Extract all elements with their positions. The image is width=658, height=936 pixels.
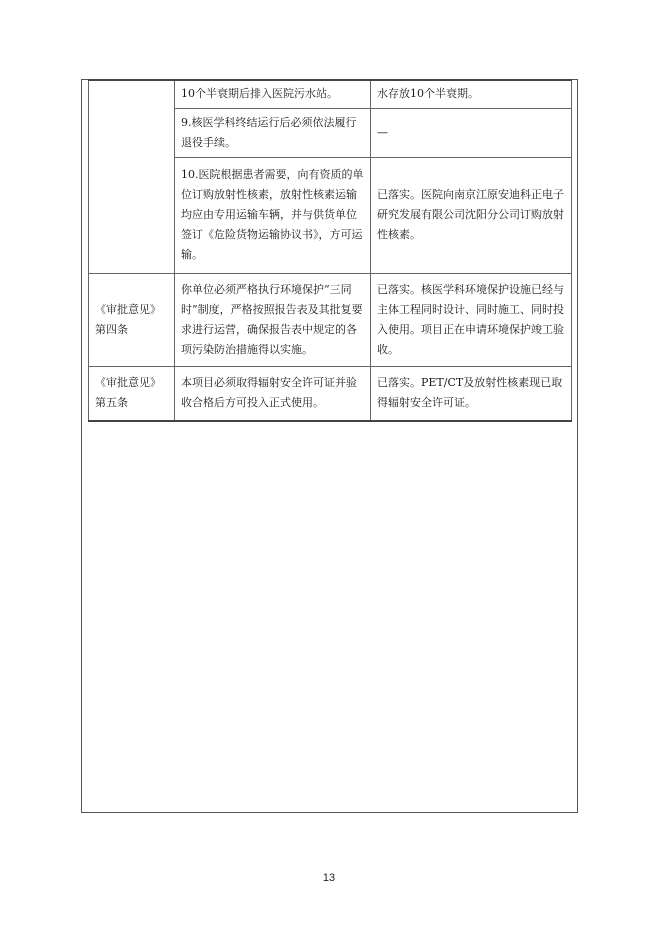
table-row	[89, 366, 572, 421]
status-cell: —	[371, 108, 572, 157]
status-cell: 已落实。医院向南京江原安迪科正电子研究发展有限公司沈阳分公司订购放射性核素。	[371, 157, 572, 273]
requirement-cell: 本项目必须取得辐射安全许可证并验收合格后方可投入正式使用。	[175, 366, 371, 421]
page-number: 13	[322, 872, 336, 884]
status-cell: 水存放10个半衰期。	[371, 80, 572, 108]
requirement-cell: 10个半衰期后排入医院污水站。	[175, 80, 371, 108]
table-row	[89, 273, 572, 366]
review-table	[88, 79, 572, 422]
requirement-cell: 你单位必须严格执行环境保护“三同时”制度，严格按照报告表及其批复要求进行运营，确保报告表中规定的各项污染防治措施得以实施。	[175, 273, 371, 366]
clause-cell	[89, 80, 175, 273]
status-cell: 已落实。核医学科环境保护设施已经与主体工程同时设计、同时施工、同时投入使用。项目正在申请环境保护竣工验收。	[371, 273, 572, 366]
requirement-cell: 10.医院根据患者需要，向有资质的单位订购放射性核素，放射性核素运输均应由专用运输车辆，并与供货单位签订《危险货物运输协议书》，方可运输。	[175, 157, 371, 273]
clause-cell: 《审批意见》第五条	[89, 366, 175, 421]
status-cell: 已落实。PET/CT及放射性核素现已取得辐射安全许可证。	[371, 366, 572, 421]
table-row	[89, 80, 572, 108]
requirement-cell: 9.核医学科终结运行后必须依法履行退役手续。	[175, 108, 371, 157]
clause-cell: 《审批意见》第四条	[89, 273, 175, 366]
